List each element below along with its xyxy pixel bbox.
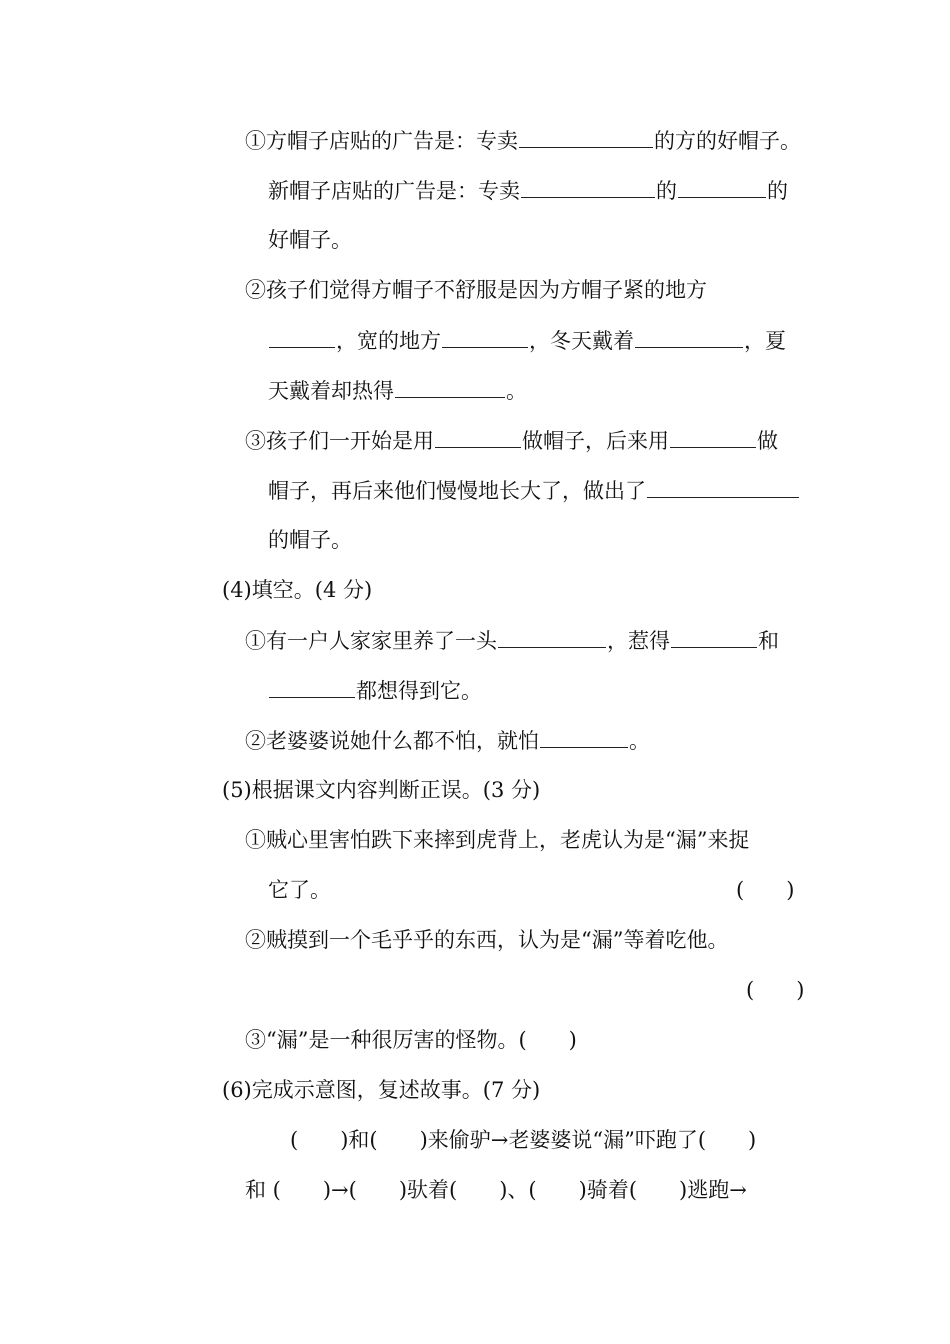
q5-item3: ③“漏”是一种很厉害的怪物。( ) [245,1028,577,1052]
q6-heading: (6)完成示意图，复述故事。(7 分) [222,1078,541,1102]
q4-item1-line1: ①有一户人家家里养了一头 ，惹得 和 [245,625,779,655]
q4-heading: (4)填空。(4 分) [222,578,373,602]
answer-blank[interactable] [269,325,335,348]
q3-item3-line2: 帽子，再后来他们慢慢地长大了，做出了 [268,475,800,505]
answer-blank[interactable] [519,125,653,148]
story-diagram-row2: 和 ( )→( )驮着( )、( )骑着( )逃跑→ [245,1178,747,1202]
answer-blank[interactable] [671,625,757,648]
answer-blank[interactable] [521,175,655,198]
q3-item1-line1: ①方帽子店贴的广告是：专卖 的方的好帽子。 [245,125,801,155]
q3-item3-line1: ③孩子们一开始是用 做帽子，后来用 做 [245,425,778,455]
judgement-paren[interactable]: ( ) [746,978,805,1002]
answer-blank[interactable] [540,725,628,748]
q3-item1-line3: 好帽子。 [268,228,352,252]
q5-item1-line1: ①贼心里害怕跌下来摔到虎背上，老虎认为是“漏”来捉 [245,828,750,852]
q3-item2-line2: ，宽的地方 ，冬天戴着 ，夏 [268,325,786,355]
answer-blank[interactable] [435,425,521,448]
answer-blank[interactable] [395,375,505,398]
q3-item2-line1: ②孩子们觉得方帽子不舒服是因为方帽子紧的地方 [245,278,707,302]
q5-item1-line2: 它了。 [268,878,331,902]
answer-blank[interactable] [678,175,766,198]
answer-blank[interactable] [670,425,756,448]
q4-item1-line2: 都想得到它。 [268,675,482,705]
q5-item2-line1: ②贼摸到一个毛乎乎的东西，认为是“漏”等着吃他。 [245,928,729,952]
q5-heading: (5)根据课文内容判断正误。(3 分) [222,778,541,802]
answer-blank[interactable] [647,475,799,498]
story-diagram-row1: ( )和( )来偷驴→老婆婆说“漏”吓跑了( ) [290,1128,757,1152]
answer-blank[interactable] [635,325,743,348]
q3-item2-line3: 天戴着却热得 。 [268,375,527,405]
judgement-paren[interactable]: ( ) [736,878,795,902]
answer-blank[interactable] [498,625,606,648]
q3-item1-line2: 新帽子店贴的广告是：专卖 的 的 [268,175,788,205]
q4-item2: ②老婆婆说她什么都不怕，就怕 。 [245,725,650,755]
answer-blank[interactable] [269,675,355,698]
answer-blank[interactable] [442,325,528,348]
q3-item3-line3: 的帽子。 [268,528,352,552]
